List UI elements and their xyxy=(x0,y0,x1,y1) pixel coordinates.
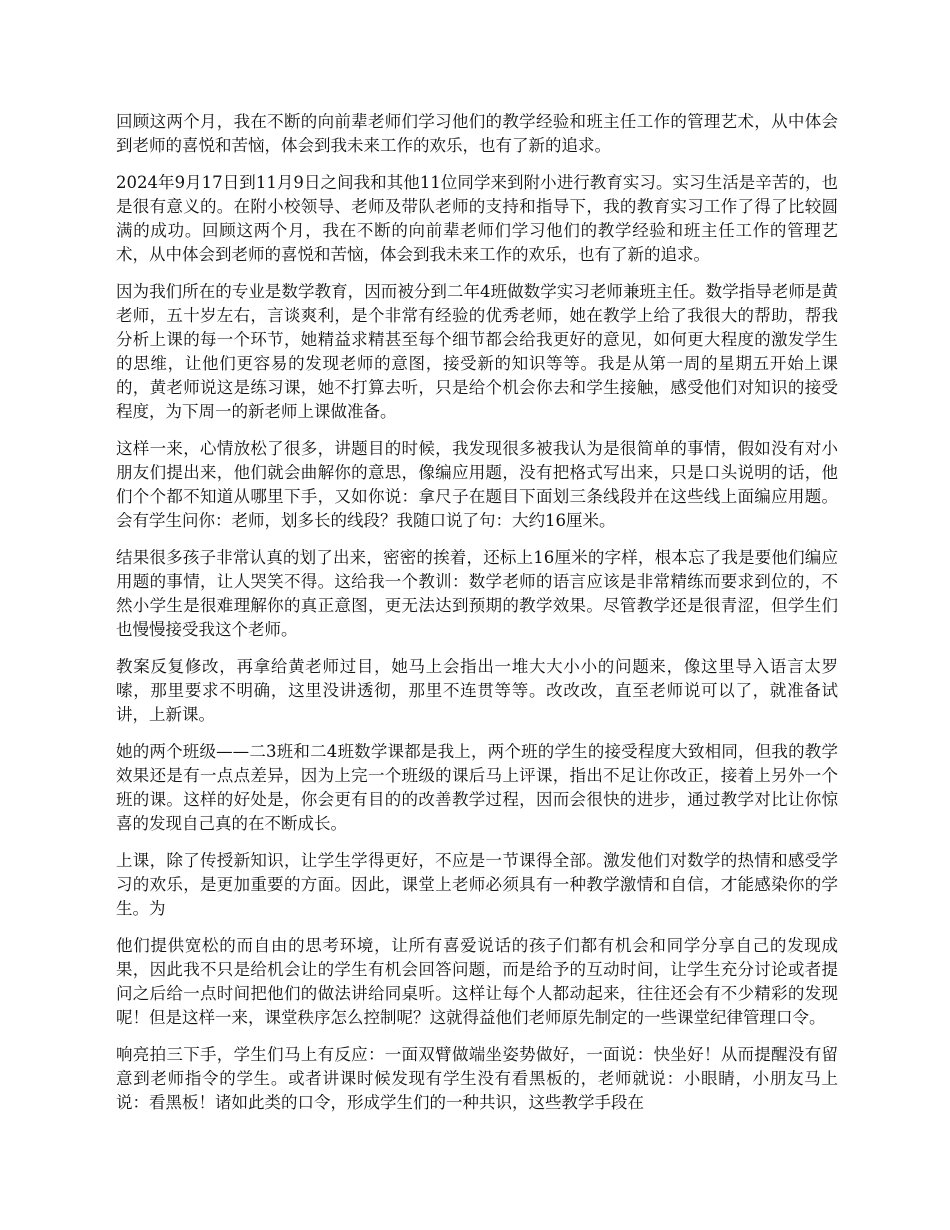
document-body xyxy=(116,110,838,1128)
paragraph-9: 他们提供宽松的而自由的思考环境，让所有喜爱说话的孩子们都有机会和同学分享自己的发现成果，因此我不只是给机会让的学生有机会回答问题，而是给予的互动时间，让学生充分讨论或者提问之后给一点时间把他们的做法讲给同桌听。这样让每个人都动起来，往往还会有不少精彩的发现呢！但是这样一来，课堂秩序怎么控制呢？这就得益他们老师原先制定的一些课堂纪律管理口令。 xyxy=(116,936,838,1027)
paragraph-8: 上课，除了传授新知识，让学生学得更好，不应是一节课得全部。激发他们对数学的热情和感受学习的欢乐，是更加重要的方面。因此，课堂上老师必须具有一种教学激情和自信，才能感染你的学生。为 xyxy=(116,851,838,918)
paragraph-3: 因为我们所在的专业是数学教育，因而被分到二年4班做数学实习老师兼班主任。数学指导老师是黄老师，五十岁左右，言谈爽利，是个非常有经验的优秀老师，她在教学上给了我很大的帮助，帮我分析上课的每一个环节，她精益求精甚至每个细节都会给我更好的意见，如何更大程度的激发学生的思维，让他们更容易的发现老师的意图，接受新的知识等等。我是从第一周的星期五开始上课的，黄老师说这是练习课，她不打算去听，只是给个机会你去和学生接触，感受他们对知识的接受程度，为下周一的新老师上课做准备。 xyxy=(116,282,838,421)
paragraph-1: 回顾这两个月，我在不断的向前辈老师们学习他们的教学经验和班主任工作的管理艺术，从中体会到老师的喜悦和苦恼，体会到我未来工作的欢乐，也有了新的追求。 xyxy=(116,112,838,155)
paragraph-6: 教案反复修改，再拿给黄老师过目，她马上会指出一堆大大小小的问题来，像这里导入语言太罗嗦，那里要求不明确，这里没讲透彻，那里不连贯等等。改改改，直至老师说可以了，就准备试讲，上新课。 xyxy=(116,657,838,724)
paragraph-4: 这样一来，心情放松了很多，讲题目的时候，我发现很多被我认为是很简单的事情，假如没有对小朋友们提出来，他们就会曲解你的意思，像编应用题，没有把格式写出来，只是口头说明的话，他们个个都不知道从哪里下手，又如你说：拿尺子在题目下面划三条线段并在这些线上面编应用题。会有学生问你：老师，划多长的线段？我随口说了句：大约16厘米。 xyxy=(116,439,838,530)
paragraph-2: 2024年9月17日到11月9日之间我和其他11位同学来到附小进行教育实习。实习生活是辛苦的，也是很有意义的。在附小校领导、老师及带队老师的支持和指导下，我的教育实习工作了得了比较圆满的成功。回顾这两个月，我在不断的向前辈老师们学习他们的教学经验和班主任工作的管理艺术，从中体会到老师的喜悦和苦恼，体会到我未来工作的欢乐，也有了新的追求。 xyxy=(116,173,838,264)
paragraph-7: 她的两个班级——二3班和二4班数学课都是我上，两个班的学生的接受程度大致相同，但我的教学效果还是有一点点差异，因为上完一个班级的课后马上评课，指出不足让你改正，接着上另外一个班的课。这样的好处是，你会更有目的的改善教学过程，因而会很快的进步，通过教学对比让你惊喜的发现自己真的在不断成长。 xyxy=(116,742,838,833)
paragraph-5: 结果很多孩子非常认真的划了出来，密密的挨着，还标上16厘米的字样，根本忘了我是要他们编应用题的事情，让人哭笑不得。这给我一个教训：数学老师的语言应该是非常精练而要求到位的，不然小学生是很难理解你的真正意图，更无法达到预期的教学效果。尽管教学还是很青涩，但学生们也慢慢接受我这个老师。 xyxy=(116,548,838,639)
paragraph-10: 响亮拍三下手，学生们马上有反应：一面双臂做端坐姿势做好，一面说：快坐好！从而提醒没有留意到老师指令的学生。或者讲课时候发现有学生没有看黑板的，老师就说：小眼睛，小朋友马上说：看黑板！诸如此类的口令，形成学生们的一种共识，这些教学手段在 xyxy=(116,1045,838,1112)
